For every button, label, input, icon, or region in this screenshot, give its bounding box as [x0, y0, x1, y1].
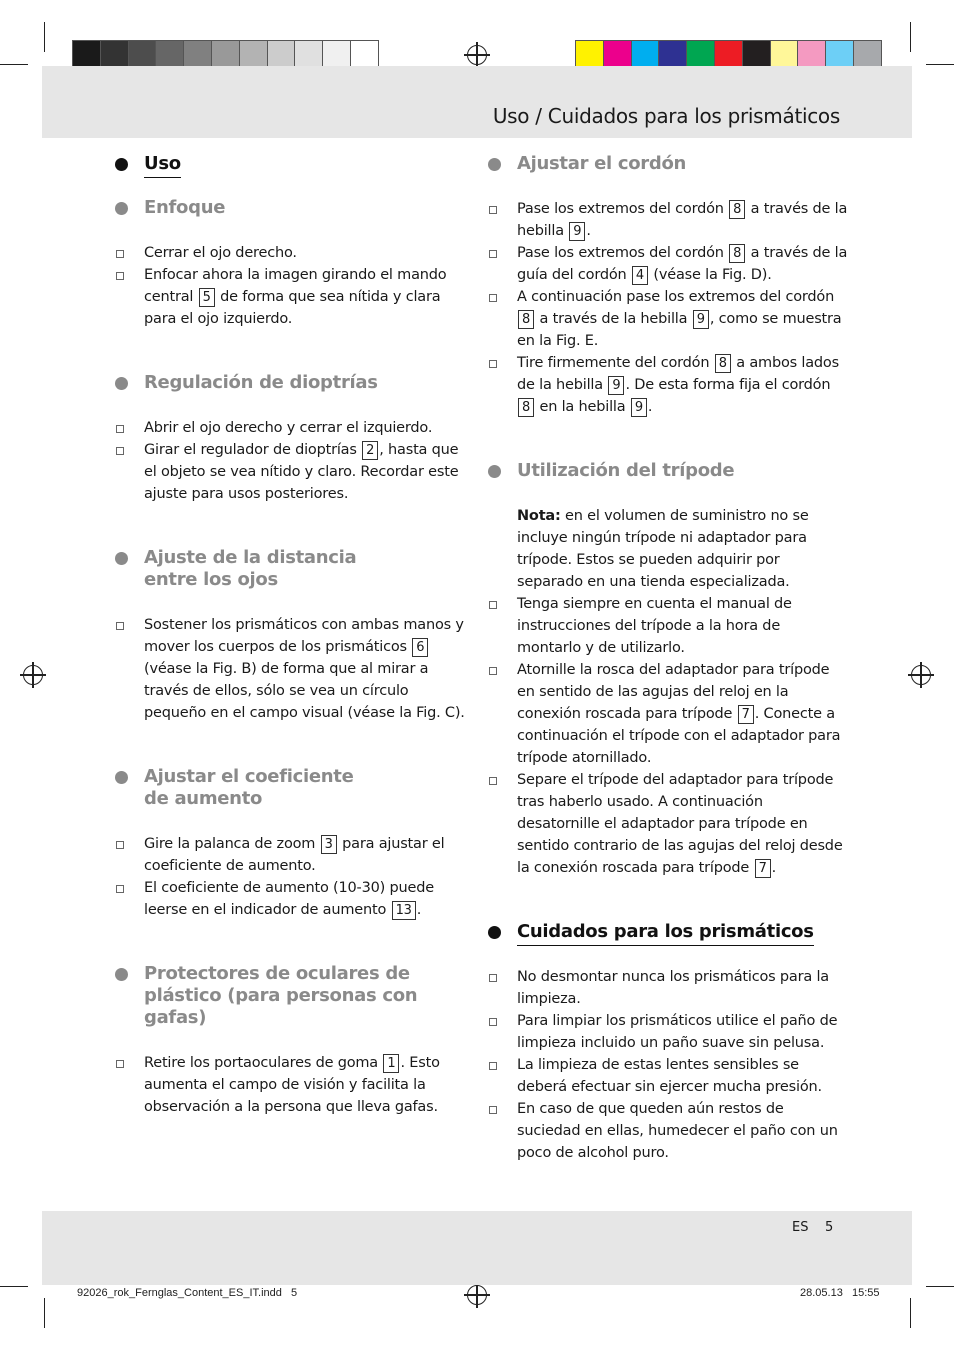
- part-number-badge: 6: [412, 638, 428, 657]
- bullet-icon: [488, 926, 501, 939]
- list-item-text: para ajustar el coeficiente de aumento.: [144, 836, 445, 874]
- list-item-text: Enfocar ahora la imagen girando el mando central: [144, 267, 447, 305]
- section-heading-tripode: Utilización del trípode: [488, 460, 848, 482]
- list-item: [488, 966, 848, 1010]
- checkbox-bullet-icon: [116, 272, 124, 280]
- color-swatch: [322, 40, 351, 68]
- list-item-text: Atornille la rosca del adaptador para trípode en sentido de las agujas del reloj en la conexión roscada para trípode: [517, 662, 830, 722]
- part-number-badge: 13: [392, 901, 416, 920]
- color-swatch: [631, 40, 660, 68]
- color-swatch: [686, 40, 715, 68]
- list-item-text: .: [416, 902, 422, 918]
- cordon-list: [488, 198, 848, 418]
- checkbox-bullet-icon: [489, 294, 497, 302]
- crop-mark: [926, 1286, 954, 1287]
- cuidados-list: [488, 966, 848, 1164]
- footer-band: [42, 1211, 912, 1285]
- checkbox-bullet-icon: [116, 841, 124, 849]
- bullet-icon: [488, 158, 501, 171]
- list-item-text: de forma que sea nítida y clara para el ojo izquierdo.: [144, 289, 441, 327]
- list-item-text: (véase la Fig. D).: [648, 267, 772, 283]
- tripode-list: [488, 593, 848, 879]
- list-item-text: No desmontar nunca los prismáticos para la limpieza.: [517, 969, 829, 1007]
- list-item-text: Abrir el ojo derecho y cerrar el izquierdo.: [144, 420, 433, 436]
- list-item: [488, 593, 848, 659]
- left-column: [115, 153, 465, 1118]
- dioptrias-list: [115, 417, 465, 505]
- list-item: [115, 439, 465, 505]
- color-swatch: [211, 40, 240, 68]
- part-number-badge: 9: [631, 398, 647, 417]
- list-item-text: Girar el regulador de dioptrías: [144, 442, 362, 458]
- checkbox-bullet-icon: [489, 1106, 497, 1114]
- color-swatch: [100, 40, 129, 68]
- section-heading-cuidados: Cuidados para los prismáticos: [488, 921, 848, 943]
- checkbox-bullet-icon: [116, 447, 124, 455]
- color-swatch: [742, 40, 771, 68]
- list-item-text: Para limpiar los prismáticos utilice el paño de limpieza incluido un paño suave sin pelusa.: [517, 1013, 838, 1051]
- list-item-text: Cerrar el ojo derecho.: [144, 245, 297, 261]
- checkbox-bullet-icon: [116, 622, 124, 630]
- language-code: ES: [792, 1220, 809, 1235]
- part-number-badge: 8: [518, 310, 534, 329]
- list-item-text: en la hebilla: [535, 399, 630, 415]
- checkbox-bullet-icon: [489, 1018, 497, 1026]
- list-item: [488, 1054, 848, 1098]
- section-heading-dioptrias: Regulación de dioptrías: [115, 372, 465, 394]
- color-swatch: [853, 40, 882, 68]
- list-item-text: , hasta que el objeto se vea nítido y claro. Recordar este ajuste para usos posteriores.: [144, 442, 459, 502]
- list-item: [115, 242, 465, 264]
- list-item: [488, 352, 848, 418]
- tripode-note: Nota: en el volumen de suministro no se incluye ningún trípode ni adaptador para trípode. Estos se pueden adquirir por separado en una tienda especializada.: [517, 508, 809, 590]
- registration-mark-icon: [911, 665, 931, 685]
- list-item-text: . De esta forma fija el cordón: [625, 377, 831, 393]
- part-number-badge: 9: [608, 376, 624, 395]
- list-item: [488, 659, 848, 769]
- color-swatch: [714, 40, 743, 68]
- part-number-badge: 9: [569, 222, 585, 241]
- checkbox-bullet-icon: [489, 974, 497, 982]
- registration-mark-icon: [23, 665, 43, 685]
- list-item-text: . Conecte a continuación el trípode con el adaptador para trípode atornillado.: [517, 706, 841, 766]
- list-item: [115, 1052, 465, 1118]
- color-swatch: [825, 40, 854, 68]
- color-swatch: [770, 40, 799, 68]
- color-swatch: [603, 40, 632, 68]
- list-item: [115, 264, 465, 330]
- list-item-text: La limpieza de estas lentes sensibles se deberá efectuar sin ejercer mucha presión.: [517, 1057, 822, 1095]
- bullet-icon: [115, 968, 128, 981]
- color-swatch: [294, 40, 323, 68]
- color-swatch: [350, 40, 379, 68]
- crop-mark: [0, 1286, 28, 1287]
- part-number-badge: 7: [755, 859, 771, 878]
- part-number-badge: 4: [632, 266, 648, 285]
- color-swatch: [267, 40, 296, 68]
- checkbox-bullet-icon: [489, 360, 497, 368]
- list-item-text: En caso de que queden aún restos de suciedad en ellas, humedecer el paño con un poco de alcohol puro.: [517, 1101, 838, 1161]
- part-number-badge: 7: [738, 705, 754, 724]
- bullet-icon: [115, 552, 128, 565]
- list-item-text: Pase los extremos del cordón: [517, 201, 729, 217]
- list-item-text: Tenga siempre en cuenta el manual de instrucciones del trípode a la hora de montarlo y de utilizarlo.: [517, 596, 792, 656]
- section-heading-aumento: Ajustar el coeficiente de aumento: [115, 766, 465, 810]
- checkbox-bullet-icon: [116, 885, 124, 893]
- section-heading-enfoque: Enfoque: [115, 197, 465, 219]
- distancia-list: [115, 614, 465, 724]
- enfoque-list: [115, 242, 465, 330]
- list-item-text: Retire los portaoculares de goma: [144, 1055, 383, 1071]
- color-swatch: [155, 40, 184, 68]
- color-swatch: [239, 40, 268, 68]
- checkbox-bullet-icon: [489, 250, 497, 258]
- part-number-badge: 8: [715, 354, 731, 373]
- checkbox-bullet-icon: [116, 425, 124, 433]
- registration-mark-icon: [467, 1285, 487, 1305]
- registration-mark-icon: [467, 45, 487, 65]
- crop-mark: [910, 1298, 911, 1328]
- list-item-text: a través de la guía del cordón: [517, 245, 848, 283]
- list-item: [115, 614, 465, 724]
- part-number-badge: 8: [518, 398, 534, 417]
- section-heading-cordon: Ajustar el cordón: [488, 153, 848, 175]
- list-item-text: Gire la palanca de zoom: [144, 836, 320, 852]
- part-number-badge: 9: [693, 310, 709, 329]
- page-title: Uso / Cuidados para los prismáticos: [492, 104, 840, 128]
- color-swatch: [658, 40, 687, 68]
- list-item: [115, 833, 465, 877]
- bullet-icon: [115, 377, 128, 390]
- right-column: [488, 153, 848, 1164]
- checkbox-bullet-icon: [489, 667, 497, 675]
- list-item-text: Tire firmemente del cordón: [517, 355, 714, 371]
- crop-mark: [44, 22, 45, 52]
- color-swatch: [128, 40, 157, 68]
- list-item-text: (véase la Fig. B) de forma que al mirar a través de ellos, sólo se vea un círculo pequeño en el campo visual (véase la Fig. C).: [144, 661, 465, 721]
- list-item-text: El coeficiente de aumento (10-30) puede leerse en el indicador de aumento: [144, 880, 434, 918]
- list-item-text: . Esto aumenta el campo de visión y facilita la observación a la persona que lleva gafas.: [144, 1055, 440, 1115]
- checkbox-bullet-icon: [116, 250, 124, 258]
- page-number: 5: [825, 1220, 834, 1235]
- aumento-list: [115, 833, 465, 921]
- crop-mark: [926, 64, 954, 65]
- section-heading-distancia: Ajuste de la distancia entre los ojos: [115, 547, 465, 591]
- list-item-text: Sostener los prismáticos con ambas manos y mover los cuerpos de los prismáticos: [144, 617, 464, 655]
- part-number-badge: 5: [199, 288, 215, 307]
- list-item-text: a ambos lados de la hebilla: [517, 355, 839, 393]
- list-item-text: .: [771, 860, 777, 876]
- list-item: [488, 769, 848, 879]
- list-item: [115, 877, 465, 921]
- color-swatch: [797, 40, 826, 68]
- checkbox-bullet-icon: [489, 1062, 497, 1070]
- section-heading-uso: Uso: [115, 153, 465, 175]
- list-item-text: a través de la hebilla: [535, 311, 692, 327]
- part-number-badge: 2: [362, 441, 378, 460]
- list-item-text: a través de la hebilla: [517, 201, 848, 239]
- section-heading-protectores: Protectores de oculares de plástico (para personas con gafas): [115, 963, 465, 1029]
- bullet-icon: [115, 202, 128, 215]
- list-item: [488, 198, 848, 242]
- list-item-text: Pase los extremos del cordón: [517, 245, 729, 261]
- checkbox-bullet-icon: [489, 601, 497, 609]
- bullet-icon: [115, 158, 128, 171]
- checkbox-bullet-icon: [116, 1060, 124, 1068]
- list-item-text: Separe el trípode del adaptador para trípode tras haberlo usado. A continuación desatornille el adaptador para trípode en sentido contrario de las agujas del reloj desde la conexión roscada para trípode: [517, 772, 843, 876]
- list-item: [488, 242, 848, 286]
- list-item: [488, 1098, 848, 1164]
- bullet-icon: [488, 465, 501, 478]
- part-number-badge: 8: [729, 244, 745, 263]
- checkbox-bullet-icon: [489, 777, 497, 785]
- bullet-icon: [115, 771, 128, 784]
- crop-mark: [44, 1298, 45, 1328]
- list-item: [115, 417, 465, 439]
- list-item-text: A continuación pase los extremos del cordón: [517, 289, 835, 305]
- print-slug-date: 28.05.13 15:55: [800, 1287, 880, 1299]
- print-slug-filename: 92026_rok_Fernglas_Content_ES_IT.indd 5: [77, 1287, 298, 1299]
- protectores-list: [115, 1052, 465, 1118]
- list-item-text: .: [586, 223, 591, 239]
- color-swatch: [575, 40, 604, 68]
- crop-mark: [910, 22, 911, 52]
- list-item: [488, 1010, 848, 1054]
- part-number-badge: 1: [383, 1054, 399, 1073]
- color-swatch: [72, 40, 101, 68]
- part-number-badge: 3: [321, 835, 337, 854]
- list-item-text: , como se muestra en la Fig. E.: [517, 311, 842, 349]
- crop-mark: [0, 64, 28, 65]
- color-swatch: [183, 40, 212, 68]
- part-number-badge: 8: [729, 200, 745, 219]
- list-item: [488, 286, 848, 352]
- list-item-text: .: [647, 399, 653, 415]
- checkbox-bullet-icon: [489, 206, 497, 214]
